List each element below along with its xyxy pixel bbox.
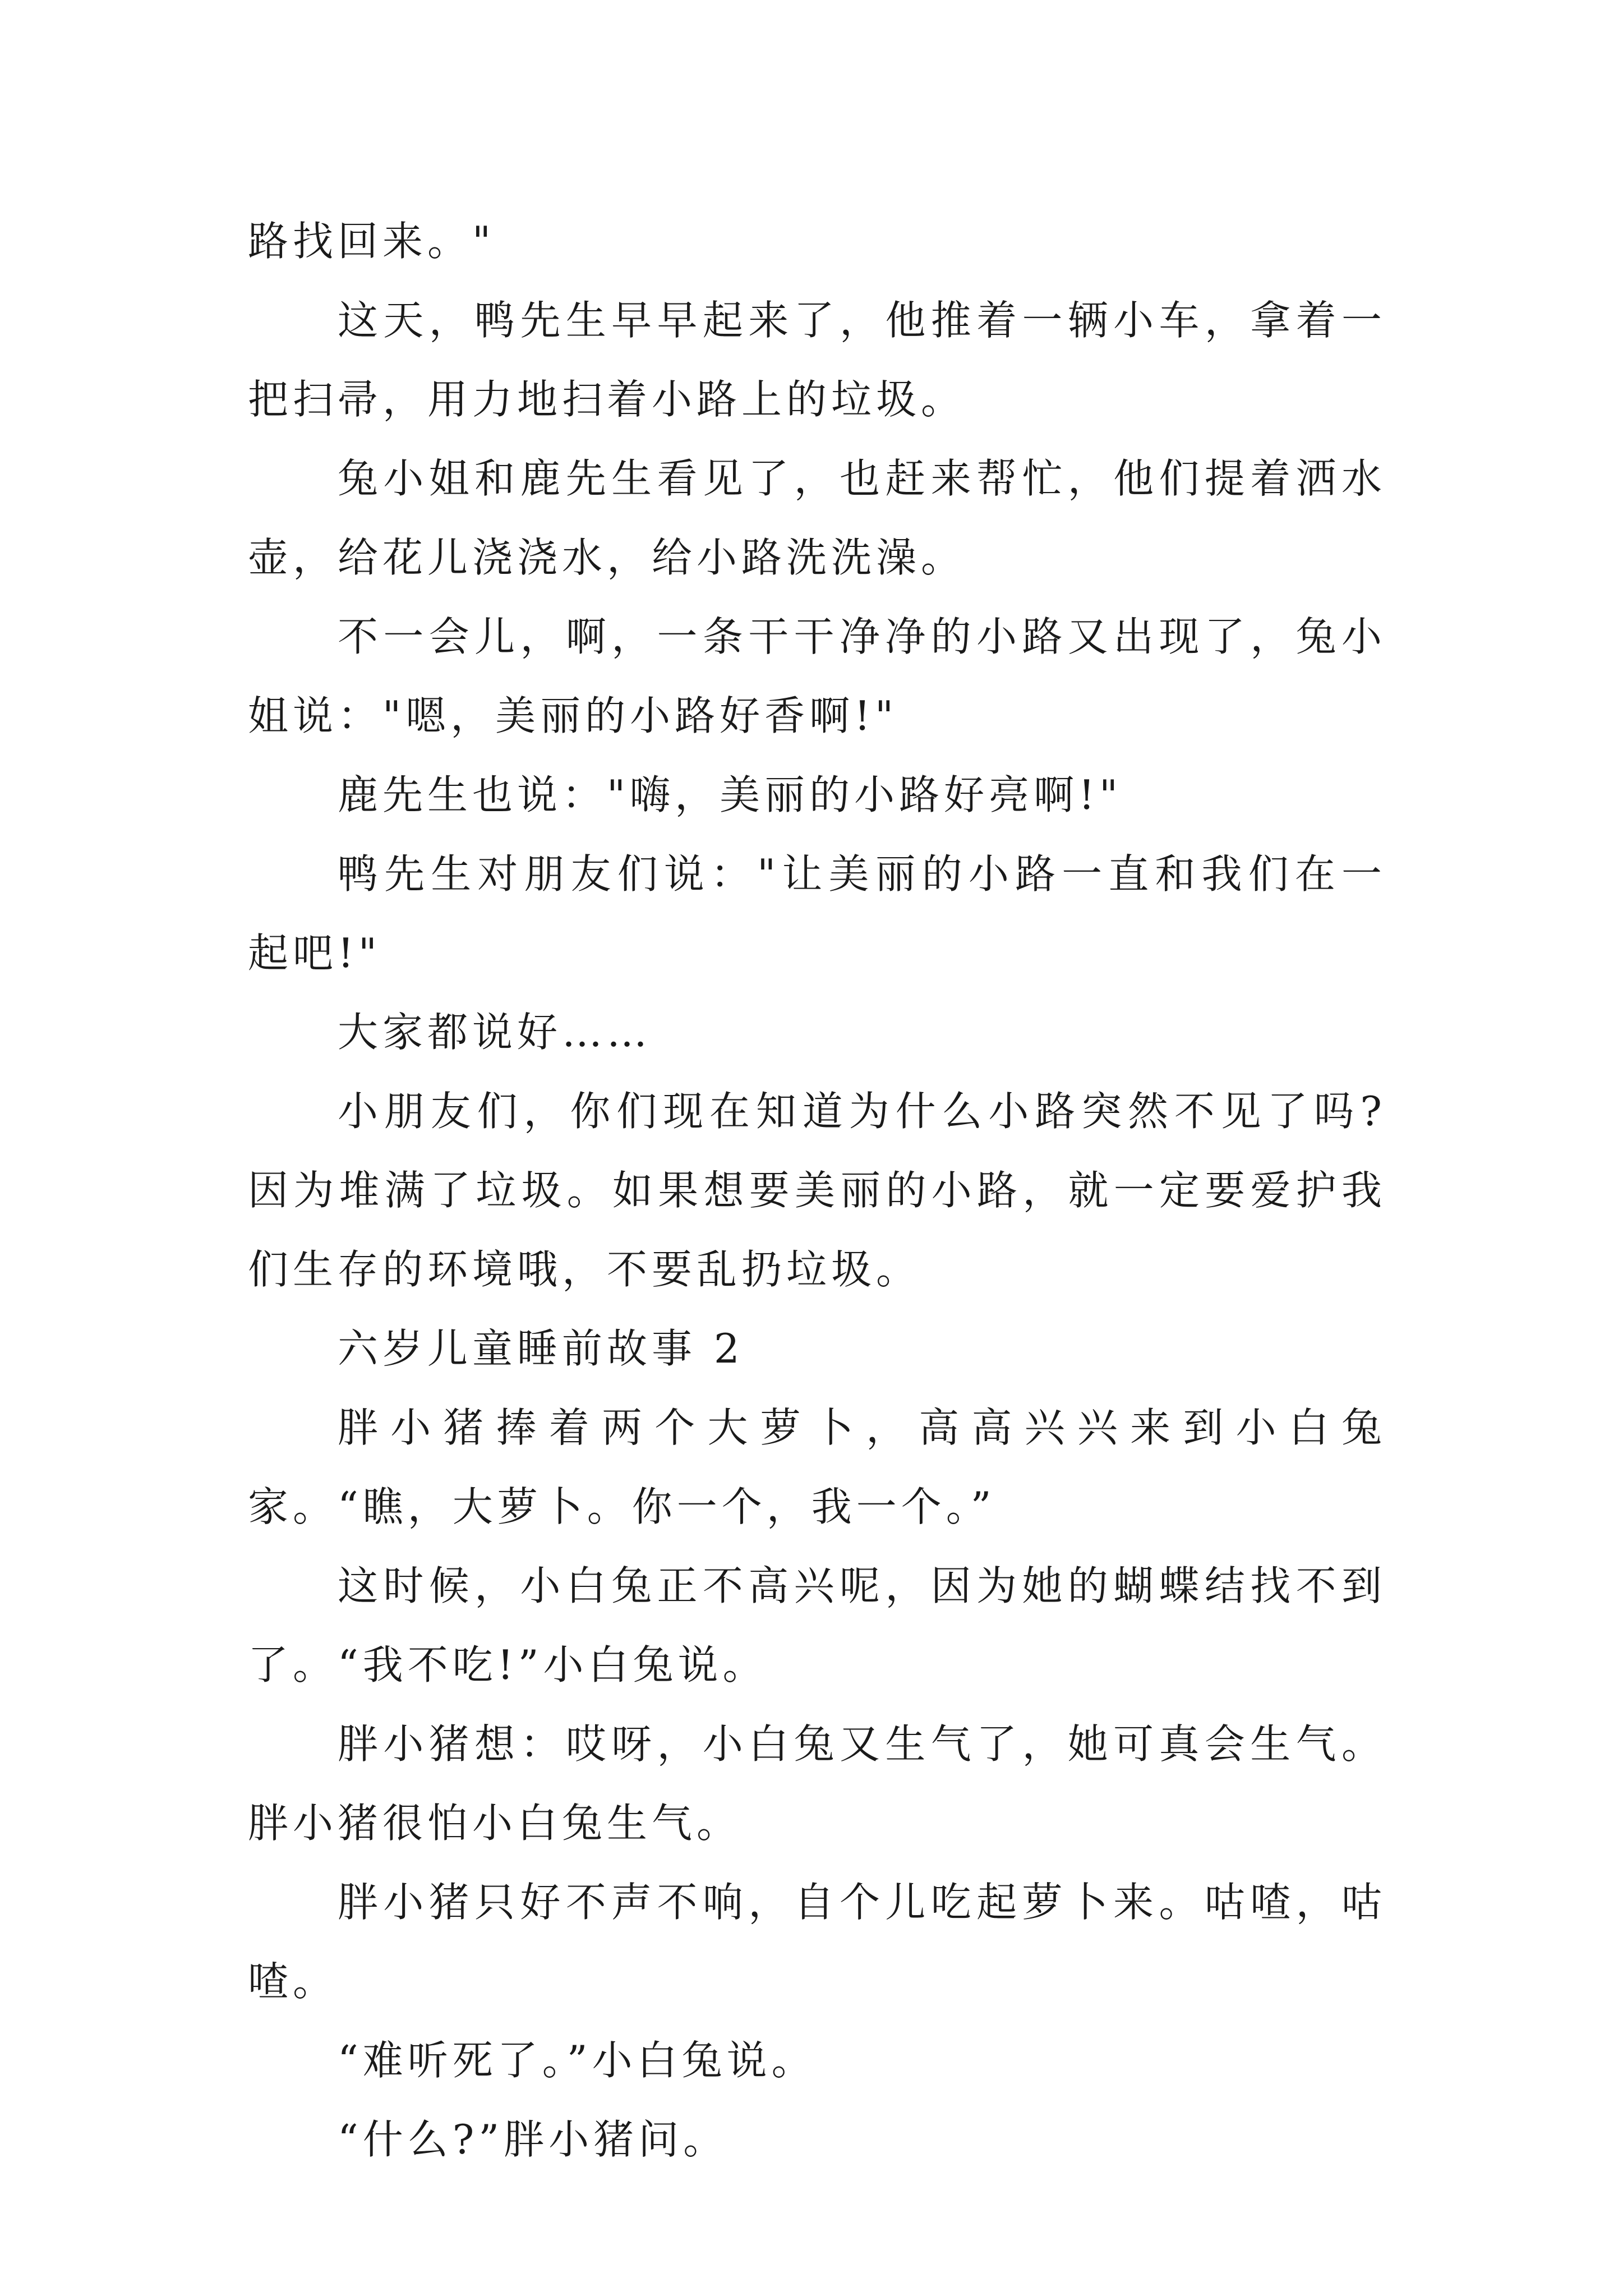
paragraph: 路找回来。" xyxy=(248,218,496,265)
paragraph: 小朋友们，你们现在知道为什么小路突然不见了吗?因为堆满了垃圾。如果想要美丽的小路，就一定要爱护我们生存的环境哦，不要乱扔垃圾。 xyxy=(248,1088,1386,1293)
paragraph: 胖小猪捧着两个大萝卜，高高兴兴来到小白兔家。“瞧，大萝卜。你一个，我一个。” xyxy=(248,1404,1386,1530)
paragraph: 这天，鸭先生早早起来了，他推着一辆小车，拿着一把扫帚，用力地扫着小路上的垃圾。 xyxy=(248,297,1386,423)
section-heading: 六岁儿童睡前故事 2 xyxy=(338,1325,744,1372)
paragraph: 鹿先生也说："嗨，美丽的小路好亮啊!" xyxy=(338,771,1123,818)
paragraph: “什么?”胖小猪问。 xyxy=(338,2116,728,2163)
paragraph: “难听死了。”小白兔说。 xyxy=(338,2037,817,2084)
document-body xyxy=(248,202,1386,2179)
paragraph: 胖小猪只好不声不响，自个儿吃起萝卜来。咕喳，咕喳。 xyxy=(248,1879,1386,2005)
paragraph: 兔小姐和鹿先生看见了，也赶来帮忙，他们提着洒水壶，给花儿浇浇水，给小路洗洗澡。 xyxy=(248,455,1386,581)
paragraph: 鸭先生对朋友们说："让美丽的小路一直和我们在一起吧!" xyxy=(248,850,1386,977)
paragraph: 胖小猪想：哎呀，小白兔又生气了，她可真会生气。胖小猪很怕小白兔生气。 xyxy=(248,1720,1386,1847)
paragraph: 大家都说好…… xyxy=(338,1009,652,1056)
paragraph: 不一会儿，啊，一条干干净净的小路又出现了，兔小姐说："嗯，美丽的小路好香啊!" xyxy=(248,613,1386,739)
paragraph: 这时候，小白兔正不高兴呢，因为她的蝴蝶结找不到了。“我不吃!”小白兔说。 xyxy=(248,1562,1386,1688)
